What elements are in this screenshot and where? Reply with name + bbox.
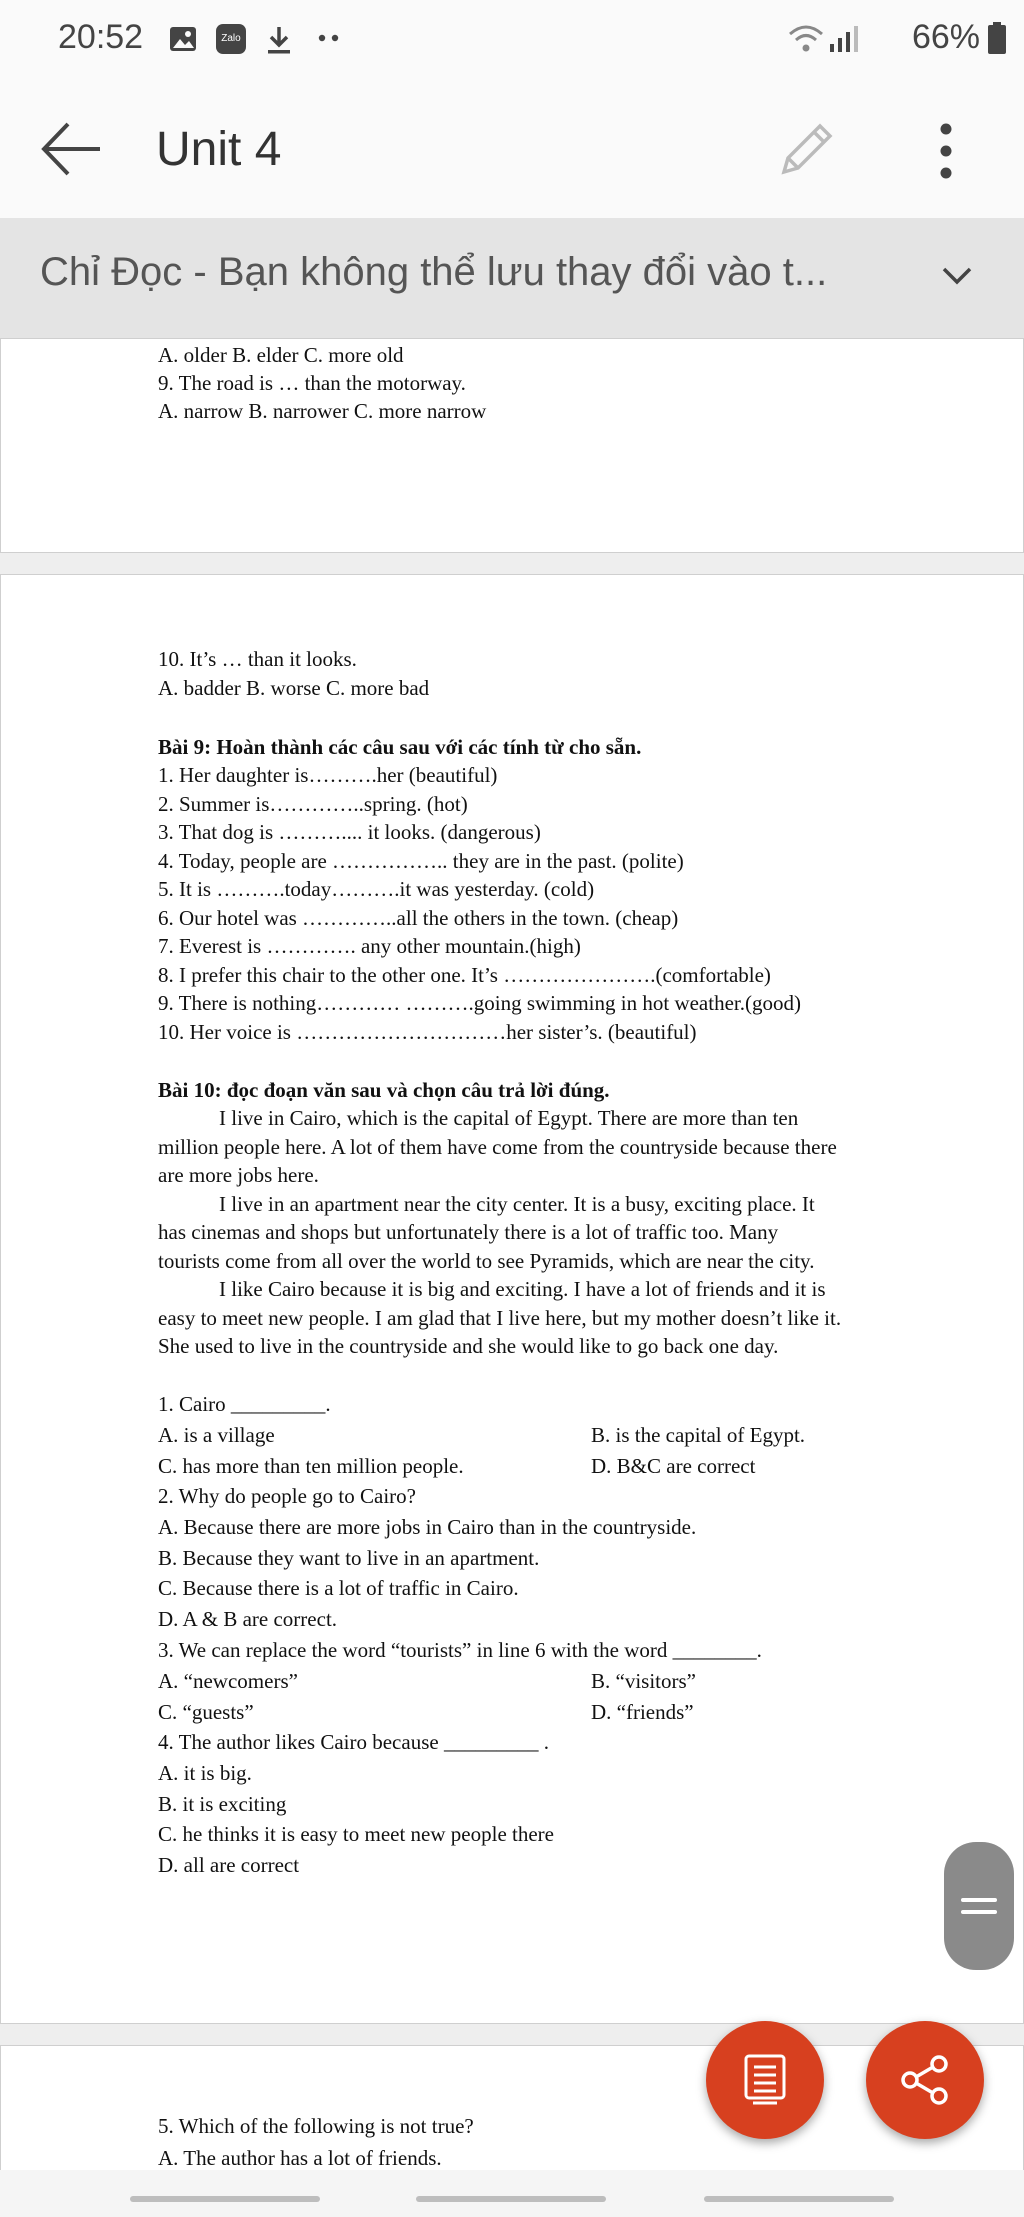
gallery-icon — [168, 24, 198, 54]
q5-option-a: A. The author has a lot of friends. — [158, 2146, 442, 2170]
bai9-item: 4. Today, people are …………….. they are in the past. (polite) — [158, 849, 684, 873]
nav-home-bar[interactable] — [416, 2196, 606, 2202]
bai9-item: 8. I prefer this chair to the other one. It’s ………………….(comfortable) — [158, 963, 771, 987]
zalo-icon: Zalo — [216, 24, 246, 54]
q2-option: A. Because there are more jobs in Cairo than in the countryside. — [158, 1515, 697, 1539]
document-title: Unit 4 — [156, 123, 282, 176]
nav-recent-bar[interactable] — [130, 2196, 320, 2202]
q3-option-c: C. “guests” — [158, 1700, 254, 1724]
q1-option-c: C. has more than ten million people. — [158, 1454, 464, 1478]
bai9-item: 7. Everest is …………. any other mountain.(high) — [158, 934, 581, 958]
read-only-banner[interactable] — [0, 218, 1024, 338]
passage-line: I live in Cairo, which is the capital of Egypt. There are more than ten — [219, 1106, 799, 1130]
more-notifications-icon — [318, 34, 342, 42]
drag-lines-icon — [959, 1888, 999, 1924]
back-arrow-icon[interactable] — [40, 120, 102, 178]
share-button[interactable] — [866, 2021, 984, 2139]
q3-text: 3. We can replace the word “tourists” in line 6 with the word ________. — [158, 1638, 762, 1662]
bai9-item: 6. Our hotel was …………..all the others in the town. (cheap) — [158, 906, 679, 930]
bai9-item: 9. There is nothing………… ……….going swimming in hot weather.(good) — [158, 991, 801, 1015]
bai9-item: 5. It is ……….today……….it was yesterday. (cold) — [158, 877, 595, 901]
bai9-item: 3. That dog is ……….... it looks. (dangerous) — [158, 820, 541, 844]
q3-option-d: D. “friends” — [591, 1700, 694, 1724]
q4-text: 4. The author likes Cairo because _________ . — [158, 1730, 549, 1754]
passage-line: I live in an apartment near the city center. It is a busy, exciting place. It — [219, 1192, 815, 1216]
more-options-icon[interactable] — [934, 122, 958, 180]
edit-pencil-icon[interactable] — [776, 118, 838, 180]
passage-line: million people here. A lot of them have come from the countryside because there — [158, 1135, 837, 1159]
q4-option: A. it is big. — [158, 1761, 252, 1785]
passage-line: She used to live in the countryside and she would like to go back one day. — [158, 1334, 779, 1358]
bai9-item: 2. Summer is…………..spring. (hot) — [158, 792, 468, 816]
bai10-title: Bài 10: đọc đoạn văn sau và chọn câu trả lời đúng. — [158, 1078, 610, 1102]
bai9-title: Bài 9: Hoàn thành các câu sau với các tính từ cho sẵn. — [158, 735, 642, 759]
q3-option-b: B. “visitors” — [591, 1669, 696, 1693]
read-only-message: Chỉ Đọc - Bạn không thể lưu thay đổi vào t... — [40, 250, 828, 294]
battery-icon — [988, 22, 1006, 54]
scroll-handle[interactable] — [944, 1842, 1014, 1970]
passage-line: I like Cairo because it is big and exciting. I have a lot of friends and it is — [219, 1277, 826, 1301]
bai9-item: 1. Her daughter is……….her (beautiful) — [158, 763, 498, 787]
q1-option-a: A. is a village — [158, 1423, 275, 1447]
battery-indicator — [912, 18, 1006, 57]
q5-text: 5. Which of the following is not true? — [158, 2114, 474, 2138]
q4-option: B. it is exciting — [158, 1792, 287, 1816]
q1-option-d: D. B&C are correct — [591, 1454, 756, 1478]
signal-icon — [828, 24, 860, 54]
status-bar — [0, 0, 1024, 80]
document-page-2 — [0, 574, 1024, 2024]
document-view-icon — [743, 2053, 787, 2107]
download-icon — [264, 24, 294, 56]
q2-text: 2. Why do people go to Cairo? — [158, 1484, 416, 1508]
q4-option: D. all are correct — [158, 1853, 300, 1877]
q3-option-a: A. “newcomers” — [158, 1669, 298, 1693]
q2-option: B. Because they want to live in an apartment. — [158, 1546, 540, 1570]
chevron-down-icon[interactable] — [940, 264, 974, 288]
p1-line-2: 9. The road is … than the motorway. — [158, 371, 466, 395]
q10-text: 10. It’s … than it looks. — [158, 647, 357, 671]
app-bar — [0, 80, 1024, 218]
share-icon — [897, 2052, 953, 2108]
q10-options: A. badder B. worse C. more bad — [158, 676, 430, 700]
q2-option: C. Because there is a lot of traffic in Cairo. — [158, 1576, 519, 1600]
passage-line: has cinemas and shops but unfortunately there is a lot of traffic too. Many — [158, 1220, 779, 1244]
passage-line: easy to meet new people. I am glad that I live here, but my mother doesn’t like it. — [158, 1306, 842, 1330]
system-navigation-bar — [0, 2170, 1024, 2217]
status-time: 20:52 — [58, 18, 144, 56]
passage-line: tourists come from all over the world to see Pyramids, which are near the city. — [158, 1249, 815, 1273]
passage-line: are more jobs here. — [158, 1163, 319, 1187]
wifi-icon — [788, 22, 824, 54]
p1-line-3: A. narrow B. narrower C. more narrow — [158, 399, 487, 423]
q1-text: 1. Cairo _________. — [158, 1392, 331, 1416]
q2-option: D. A & B are correct. — [158, 1607, 338, 1631]
battery-percent: 66% — [911, 18, 980, 56]
q1-option-b: B. is the capital of Egypt. — [591, 1423, 806, 1447]
document-page-1 — [0, 338, 1024, 553]
bai9-item: 10. Her voice is …………………………her sister’s. (beautiful) — [158, 1020, 697, 1044]
nav-back-bar[interactable] — [704, 2196, 894, 2202]
q4-option: C. he thinks it is easy to meet new people there — [158, 1822, 554, 1846]
reading-mode-button[interactable] — [706, 2021, 824, 2139]
p1-line-1: A. older B. elder C. more old — [158, 343, 404, 367]
